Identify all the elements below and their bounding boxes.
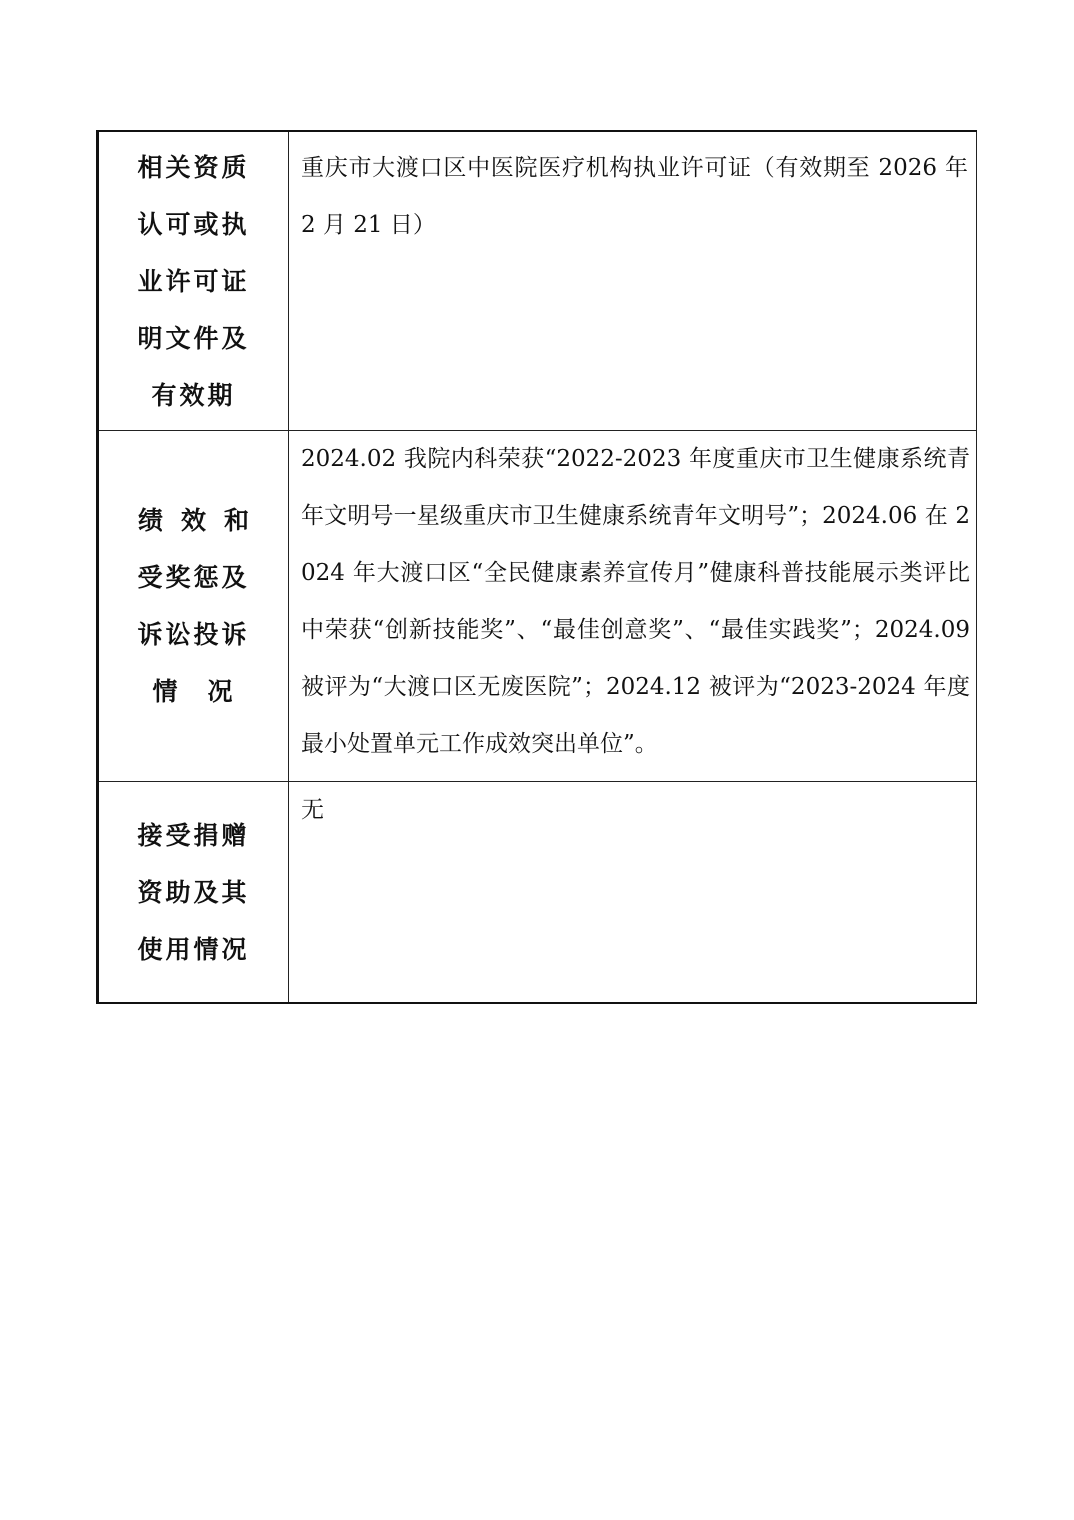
label-line: 相关资质 (137, 152, 250, 182)
label-line: 有效期 (151, 380, 236, 410)
table-row-qualification (98, 131, 977, 431)
row-content-qualification (289, 131, 977, 431)
label-line: 使用情况 (137, 934, 250, 964)
info-table (96, 130, 977, 1004)
label-line: 业许可证 (137, 266, 250, 296)
row-label-qualification (98, 131, 289, 431)
label-line: 绩效和 (137, 506, 267, 535)
content-text: 重庆市大渡口区中医院医疗机构执业许可证（有效期至 2026 年 2 月 21 日） (301, 155, 968, 238)
content-text: 2024.02 我院内科荣获“2022-2023 年度重庆市卫生健康系统青年文明号一星级重庆市卫生健康系统青年文明号”；2024.06 在 2024 年大渡口区“全民健康素养宣传月”健康科普技能展示类评比中荣获“创新技能奖”、“最佳创意奖”、“最佳实践奖”；2024.09 被评为“大渡口区无废医院”；2024.12 被评为“2023-2024 年度最小处置单元工作成效突出单位”。 (301, 446, 970, 757)
label-line: 诉讼投诉 (137, 620, 250, 649)
label-line: 接受捐赠 (137, 820, 250, 850)
row-content-performance (289, 431, 977, 782)
row-label-donations (98, 782, 289, 1004)
label-line: 受奖惩及 (137, 563, 250, 592)
label-line: 认可或执 (137, 209, 250, 239)
label-line: 明文件及 (137, 323, 250, 353)
label-line: 资助及其 (137, 877, 250, 907)
table-row-performance (98, 431, 977, 782)
row-content-donations (289, 782, 977, 1004)
label-line: 情况 (152, 677, 263, 706)
content-text: 无 (301, 797, 324, 823)
table-row-donations (98, 782, 977, 1004)
row-label-performance (98, 431, 289, 782)
